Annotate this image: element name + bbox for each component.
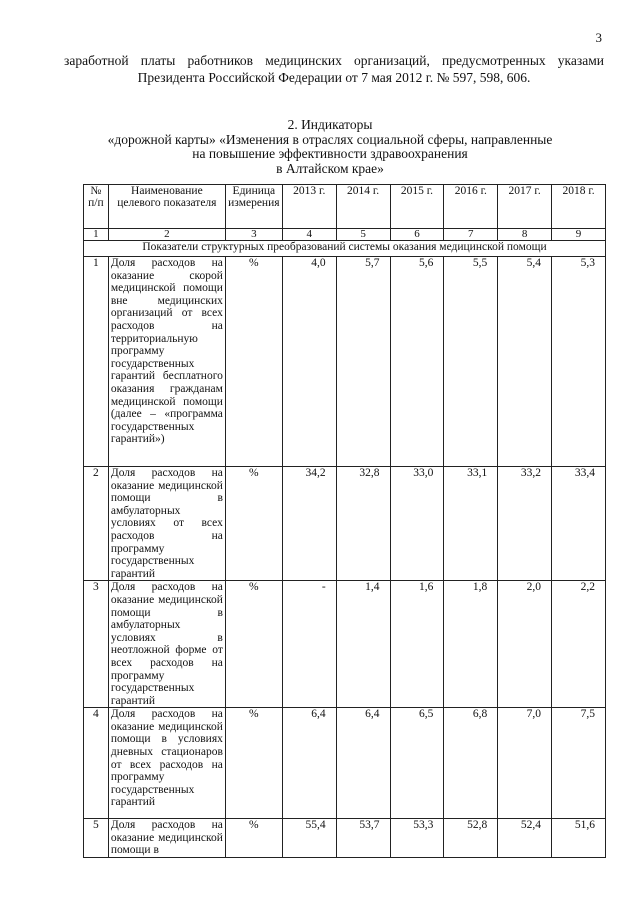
- value-2015: 5,6: [390, 257, 444, 467]
- header-cell-year: 2017 г.: [498, 185, 552, 229]
- value-2014: 32,8: [336, 467, 390, 581]
- value-2016: 52,8: [444, 819, 498, 858]
- table-row: [84, 257, 606, 467]
- value-2014: 53,7: [336, 819, 390, 858]
- value-2013: 6,4: [282, 708, 336, 819]
- value-2016: 1,8: [444, 581, 498, 708]
- value-2014: 5,7: [336, 257, 390, 467]
- column-number-row: [84, 229, 606, 241]
- header-cell-year: 2015 г.: [390, 185, 444, 229]
- section-heading: [80, 118, 580, 176]
- row-number: 2: [84, 467, 109, 581]
- row-number: 1: [84, 257, 109, 467]
- indicator-name: Доля расходов на оказание скорой медицинской помощи вне медицинских организаций от всех расходов на территориальную программу государственных гарантий бесплатного оказания гражданам медицинской помощи (далее – «программа государственных гарантий»): [108, 257, 225, 467]
- unit-cell: %: [225, 467, 282, 581]
- header-cell-name: Наименование целевого показателя: [108, 185, 225, 229]
- header-cell-year: 2016 г.: [444, 185, 498, 229]
- column-number-cell: 5: [336, 229, 390, 241]
- header-cell-number: № п/п: [84, 185, 109, 229]
- value-2013: 34,2: [282, 467, 336, 581]
- heading-line-2: «дорожной карты» «Изменения в отраслях социальной сферы, направленные: [107, 131, 553, 147]
- column-number-cell: 2: [108, 229, 225, 241]
- unit-cell: %: [225, 581, 282, 708]
- header-cell-year: 2013 г.: [282, 185, 336, 229]
- header-cell-unit: Единица измерения: [225, 185, 282, 229]
- value-2016: 5,5: [444, 257, 498, 467]
- value-2017: 7,0: [498, 708, 552, 819]
- table-header-row: [84, 185, 606, 229]
- value-2015: 6,5: [390, 708, 444, 819]
- value-2015: 1,6: [390, 581, 444, 708]
- value-2017: 33,2: [498, 467, 552, 581]
- table-row: [84, 467, 606, 581]
- value-2013: 55,4: [282, 819, 336, 858]
- value-2014: 1,4: [336, 581, 390, 708]
- column-number-cell: 9: [552, 229, 606, 241]
- value-2014: 6,4: [336, 708, 390, 819]
- value-2018: 51,6: [552, 819, 606, 858]
- unit-cell: %: [225, 819, 282, 858]
- value-2013: -: [282, 581, 336, 708]
- value-2018: 2,2: [552, 581, 606, 708]
- header-cell-year: 2018 г.: [552, 185, 606, 229]
- table-row: [84, 581, 606, 708]
- heading-line-4: в Алтайском крае»: [276, 160, 384, 176]
- unit-cell: %: [225, 257, 282, 467]
- value-2015: 53,3: [390, 819, 444, 858]
- section-title-row: [84, 241, 606, 257]
- value-2015: 33,0: [390, 467, 444, 581]
- value-2016: 33,1: [444, 467, 498, 581]
- row-number: 5: [84, 819, 109, 858]
- value-2018: 7,5: [552, 708, 606, 819]
- page-number: 3: [595, 30, 602, 45]
- header-cell-year: 2014 г.: [336, 185, 390, 229]
- section-title: Показатели структурных преобразований системы оказания медицинской помощи: [84, 241, 606, 257]
- table-row: [84, 708, 606, 819]
- value-2018: 33,4: [552, 467, 606, 581]
- indicator-name: Доля расходов на оказание медицинской помощи в амбулаторных условиях в неотложной форме от всех расходов на программу государственных гарантий: [108, 581, 225, 708]
- heading-line-3: на повышение эффективности здравоохранения: [192, 146, 468, 161]
- column-number-cell: 4: [282, 229, 336, 241]
- value-2016: 6,8: [444, 708, 498, 819]
- indicator-name: Доля расходов на оказание медицинской помощи в условиях дневных стационаров от всех расходов на программу государственных гарантий: [108, 708, 225, 819]
- heading-line-1: 2. Индикаторы: [287, 117, 373, 132]
- value-2017: 5,4: [498, 257, 552, 467]
- row-number: 4: [84, 708, 109, 819]
- column-number-cell: 6: [390, 229, 444, 241]
- column-number-cell: 1: [84, 229, 109, 241]
- column-number-cell: 7: [444, 229, 498, 241]
- indicator-name: Доля расходов на оказание медицинской помощи в: [108, 819, 225, 858]
- value-2018: 5,3: [552, 257, 606, 467]
- column-number-cell: 8: [498, 229, 552, 241]
- indicators-table: [83, 184, 606, 858]
- row-number: 3: [84, 581, 109, 708]
- column-number-cell: 3: [225, 229, 282, 241]
- intro-paragraph: заработной платы работников медицинских организаций, предусмотренных указами Президента Российской Федерации от 7 мая 2012 г. № 597, 598, 606.: [64, 53, 604, 85]
- unit-cell: %: [225, 708, 282, 819]
- indicator-name: Доля расходов на оказание медицинской помощи в амбулаторных условиях от всех расходов на программу государственных гарантий: [108, 467, 225, 581]
- value-2017: 52,4: [498, 819, 552, 858]
- table-row: [84, 819, 606, 858]
- value-2017: 2,0: [498, 581, 552, 708]
- value-2013: 4,0: [282, 257, 336, 467]
